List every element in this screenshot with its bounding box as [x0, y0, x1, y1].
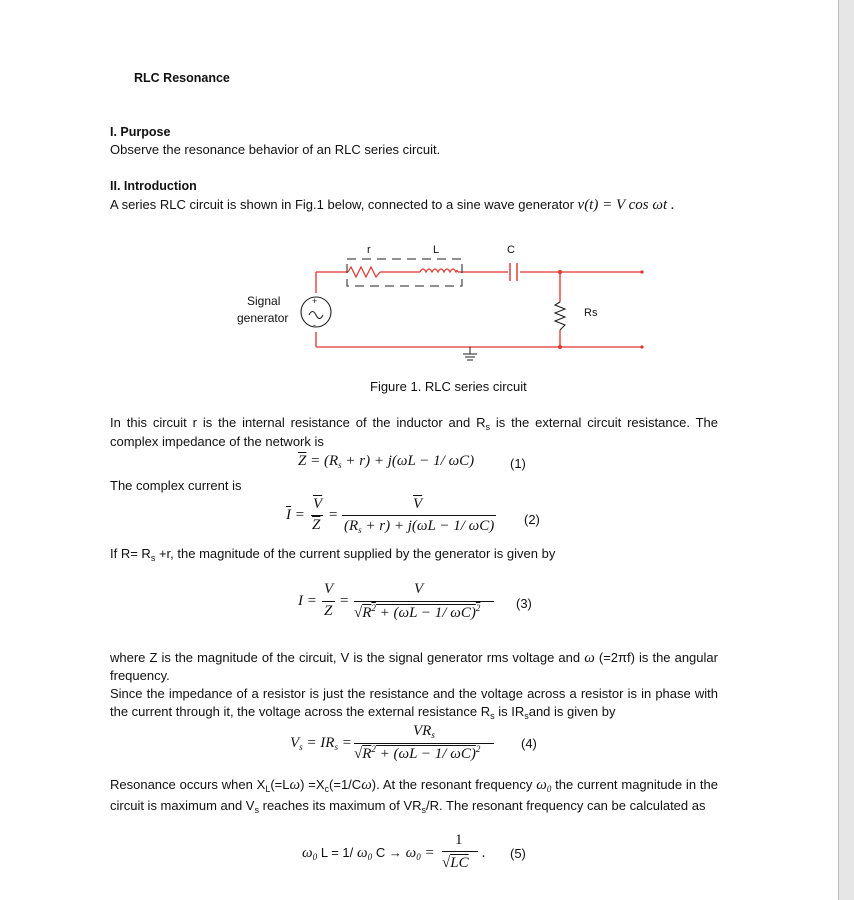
label-Rs: Rs: [584, 307, 598, 319]
intro-text: A series RLC circuit is shown in Fig.1 below, connected to a sine wave generator v(t) = V cos ωt .: [110, 197, 675, 213]
equation-5-number: (5): [510, 846, 526, 861]
resistor-Rs: [555, 302, 565, 330]
label-generator: generator: [237, 311, 289, 325]
terminal-bottom: [640, 345, 643, 348]
purpose-text: Observe the resonance behavior of an RLC series circuit.: [110, 142, 441, 157]
impedance-paragraph: In this circuit r is the internal resistance of the inductor and $R_s$ is the external circuit resistance. The complex impedance of the network is: [110, 415, 718, 449]
equation-4-number: (4): [521, 736, 537, 751]
equation-1: $\overline{Z} = (R_s + r) + j(\omega L - 1/$ ωC): [298, 453, 475, 470]
rlc-circuit-diagram: [230, 235, 660, 365]
node-top: [558, 270, 562, 274]
svg-text:-: -: [313, 320, 316, 330]
purpose-heading: I. Purpose: [110, 125, 171, 139]
svg-text:+: +: [312, 296, 318, 306]
document-title: RLC Resonance: [134, 71, 230, 85]
magnitude-text: If $R= R_s +r$, the magnitude of the current supplied by the generator is given by: [110, 546, 556, 563]
source-formula: v(t) = V cos ωt .: [577, 197, 675, 213]
figure-caption: Figure 1. RLC series circuit: [370, 379, 527, 394]
label-signal: Signal: [247, 294, 281, 308]
equation-3-number: (3): [516, 596, 532, 611]
where-paragraph: where Z is the magnitude of the circuit, V is the signal generator rms voltage and ω (=2πf) is the angular frequency.: [110, 650, 718, 683]
resistor-r: [348, 267, 380, 277]
equation-2-number: (2): [524, 512, 540, 527]
terminal-top: [640, 270, 643, 273]
label-C: C: [507, 244, 515, 256]
signal-generator-symbol: [301, 296, 331, 330]
inductor-L: [420, 269, 458, 272]
current-label: The complex current is: [110, 478, 242, 493]
equation-1-number: (1): [510, 456, 526, 471]
capacitor-C: [510, 263, 517, 281]
label-r: r: [367, 244, 371, 256]
node-bottom: [558, 345, 562, 349]
label-L: L: [433, 244, 440, 256]
resonance-paragraph: Resonance occurs when $X_L(=L\omega) =X_c(=1/C\omega)$. At the resonant frequency $\omega_0$ the current magnitude in the circuit is maximum and $V_s$ reaches its maximum of $VR_s/R$. The resonant frequency can be calculated as: [110, 777, 718, 815]
intro-heading: II. Introduction: [110, 179, 197, 193]
ground-symbol: [463, 347, 477, 360]
document-page: RLC Resonance I. Purpose Observe the resonance behavior of an RLC series circuit. II. Introduction A series RLC circuit is shown in Fig.1 below, connected to a sine wave generator v(t) = V cos ωt . + - r L C Rs Signal generator Figure 1. RLC series circuit In this circuit r is the internal resistance of the inductor and $R_s$ is the external circuit resistance. The complex impedance of the network is $\overline{Z} = (R_s + r) + j(\omega L - 1/$ ωC) (1) The complex current is $\overline{I}$ = $\overline{V}$ $\overline{Z}$ = $\overline{V}$ $(R_s + r) + j(\omega L - 1/$ ωC) (2) If $R= R_s +r$, the magnitude of the current supplied by the generator is given by I = V Z = V $√R^2 + (\omega L - 1/$ ωC)$^2$ (3) where Z is the magnitude of the circuit, V is the signal generator rms voltage and ω (=2πf) is the angular frequency. Since the impedance of a resistor is just the resistance and the voltage across a resistor is in phase with the current through it, the voltage across the external resistance $R_s$ is $IR_sand$ is given by $V_s = IR_s$ = $VR_s$ $√R^2 + (\omega L - 1/$ ωC)$^2$ (4) Resonance occurs when $X_L(=L\omega) =X_c(=1/C\omega)$. At the resonant frequency $\omega_0$ the current magnitude in the circuit is maximum and $V_s$ reaches its maximum of $VR_s/R$. The resonant frequency can be calculated as $\omega_0$ L = 1/ $\omega_0$ $C \to \omega_0$ = 1 √LC . (5): [0, 0, 839, 900]
resistor-paragraph: Since the impedance of a resistor is just the resistance and the voltage across a resistor is in phase with the current through it, the voltage across the external resistance $R_s$ is $IR_sand$ is given by: [110, 686, 718, 721]
